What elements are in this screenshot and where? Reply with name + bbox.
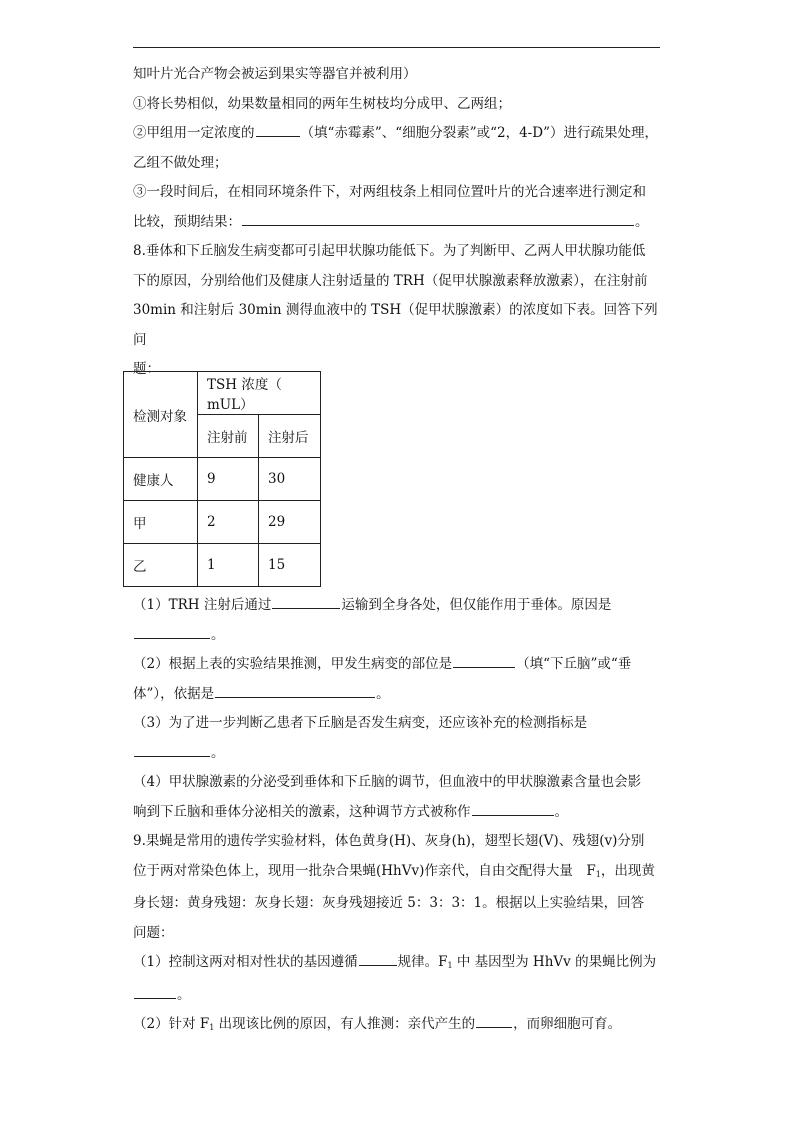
q8-sub4-cont: 响到下丘脑和垂体分泌相关的激素，这种调节方式被称作 。 <box>133 798 660 828</box>
step-1: ①将长势相似，幼果数量相同的两年生树枝均分成甲、乙两组； <box>133 95 511 112</box>
q8-sub4: （4）甲状腺激素的分泌受到垂体和下丘脑的调节，但血液中的甲状腺激素含量也会影 <box>133 774 642 790</box>
table-row <box>124 458 321 501</box>
q8-sub1: （1）TRH 注射后通过 运输到全身各处，但仅能作用于垂体。原因是 <box>133 591 660 621</box>
answer-blank[interactable] <box>472 801 554 816</box>
q8-stem-2: 下的原因，分别给他们及健康人注射适量的 TRH（促甲状腺激素释放激素），在注射前 <box>133 272 648 289</box>
step-2-cont: 乙组不做处理； <box>133 154 228 171</box>
cell-before: 1 <box>198 544 259 587</box>
answer-blank[interactable] <box>272 594 340 609</box>
table-row <box>124 544 321 587</box>
table-row <box>124 501 321 544</box>
header-after: 注射后 <box>259 415 321 458</box>
q8-sub3-cont: 。 <box>133 739 660 769</box>
answer-blank[interactable] <box>359 951 397 966</box>
step-3: ③一段时间后，在相同环境条件下，对两组枝条上相同位置叶片的光合速率进行测定和 <box>133 184 646 200</box>
answer-blank[interactable] <box>134 624 210 639</box>
cell-after: 15 <box>259 544 321 587</box>
intro-section <box>133 60 660 385</box>
step-2: ②甲组用一定浓度的 （填“赤霉素”、“细胞分裂素”或“2，4-D”）进行疏果处理， <box>133 119 660 149</box>
step-3-cont: 比较，预期结果： 。 <box>133 208 660 238</box>
answer-blank[interactable] <box>134 742 210 757</box>
q8-sub2-cont: 体”），依据是 。 <box>133 680 660 710</box>
q8-sub2: （2）根据上表的实验结果推测，甲发生病变的部位是 （填“下丘脑”或“垂 <box>133 650 660 680</box>
answer-blank[interactable] <box>256 122 300 137</box>
header-before: 注射前 <box>198 415 259 458</box>
cell-after: 29 <box>259 501 321 544</box>
answer-blank[interactable] <box>242 211 634 226</box>
cell-subject: 健康人 <box>124 458 198 501</box>
q9-stem-1: 9.果蝇是常用的遗传学实验材料，体色黄身(H)、灰身(h)，翅型长翅(V)、残翅(v)分别 <box>133 833 645 849</box>
cell-subject: 乙 <box>124 544 198 587</box>
header-subject: 检测对象 <box>124 372 198 458</box>
q8-stem-1: 8.垂体和下丘脑发生病变都可引起甲状腺功能低下。为了判断甲、乙两人甲状腺功能低 <box>133 243 646 259</box>
intro-line: 知叶片光合产物会被运到果实等器官并被利用） <box>133 66 417 82</box>
q9-sub1-cont: 。 <box>133 981 660 1011</box>
q8-sub3: （3）为了进一步判断乙患者下丘脑是否发生病变，还应该补充的检测指标是 <box>133 715 588 731</box>
answer-blank[interactable] <box>134 984 176 999</box>
q8-stem-3: 30min 和注射后 30min 测得血液中的 TSH（促甲状腺激素）的浓度如下表。回答下列问 <box>133 302 658 348</box>
cell-subject: 甲 <box>124 501 198 544</box>
q8-sub1-cont: 。 <box>133 621 660 651</box>
q9-sub1: （1）控制这两对相对性状的基因遵循 规律。$F_1$ 中 基因型为 HhVv 的果蝇比例为 <box>133 948 660 981</box>
answer-blank[interactable] <box>453 653 515 668</box>
q9-stem-2: 位于两对常染色体上，现用一批杂合果蝇(HhVv)作亲代，自由交配得大量 $F_1$，出现黄 <box>133 862 655 879</box>
q8-subquestions <box>133 591 660 1043</box>
q9-sub2: （2）针对 $F_1$ 出现该比例的原因，有人推测：亲代产生的 ，而卵细胞可育。 <box>133 1010 660 1043</box>
q9-stem-4: 问题： <box>133 924 174 941</box>
tsh-table <box>123 371 321 587</box>
cell-before: 2 <box>198 501 259 544</box>
answer-blank[interactable] <box>476 1013 512 1028</box>
answer-blank[interactable] <box>215 683 375 698</box>
q9-stem-3: 身长翅：黄身残翅：灰身长翅：灰身残翅接近 5：3：3：1。根据以上实验结果，回答 <box>133 895 645 911</box>
cell-after: 30 <box>259 458 321 501</box>
header-rule <box>133 47 660 48</box>
cell-before: 9 <box>198 458 259 501</box>
q8-stem-4: 题： <box>133 361 160 377</box>
header-tsh: TSH 浓度（ mUL） <box>198 372 321 415</box>
